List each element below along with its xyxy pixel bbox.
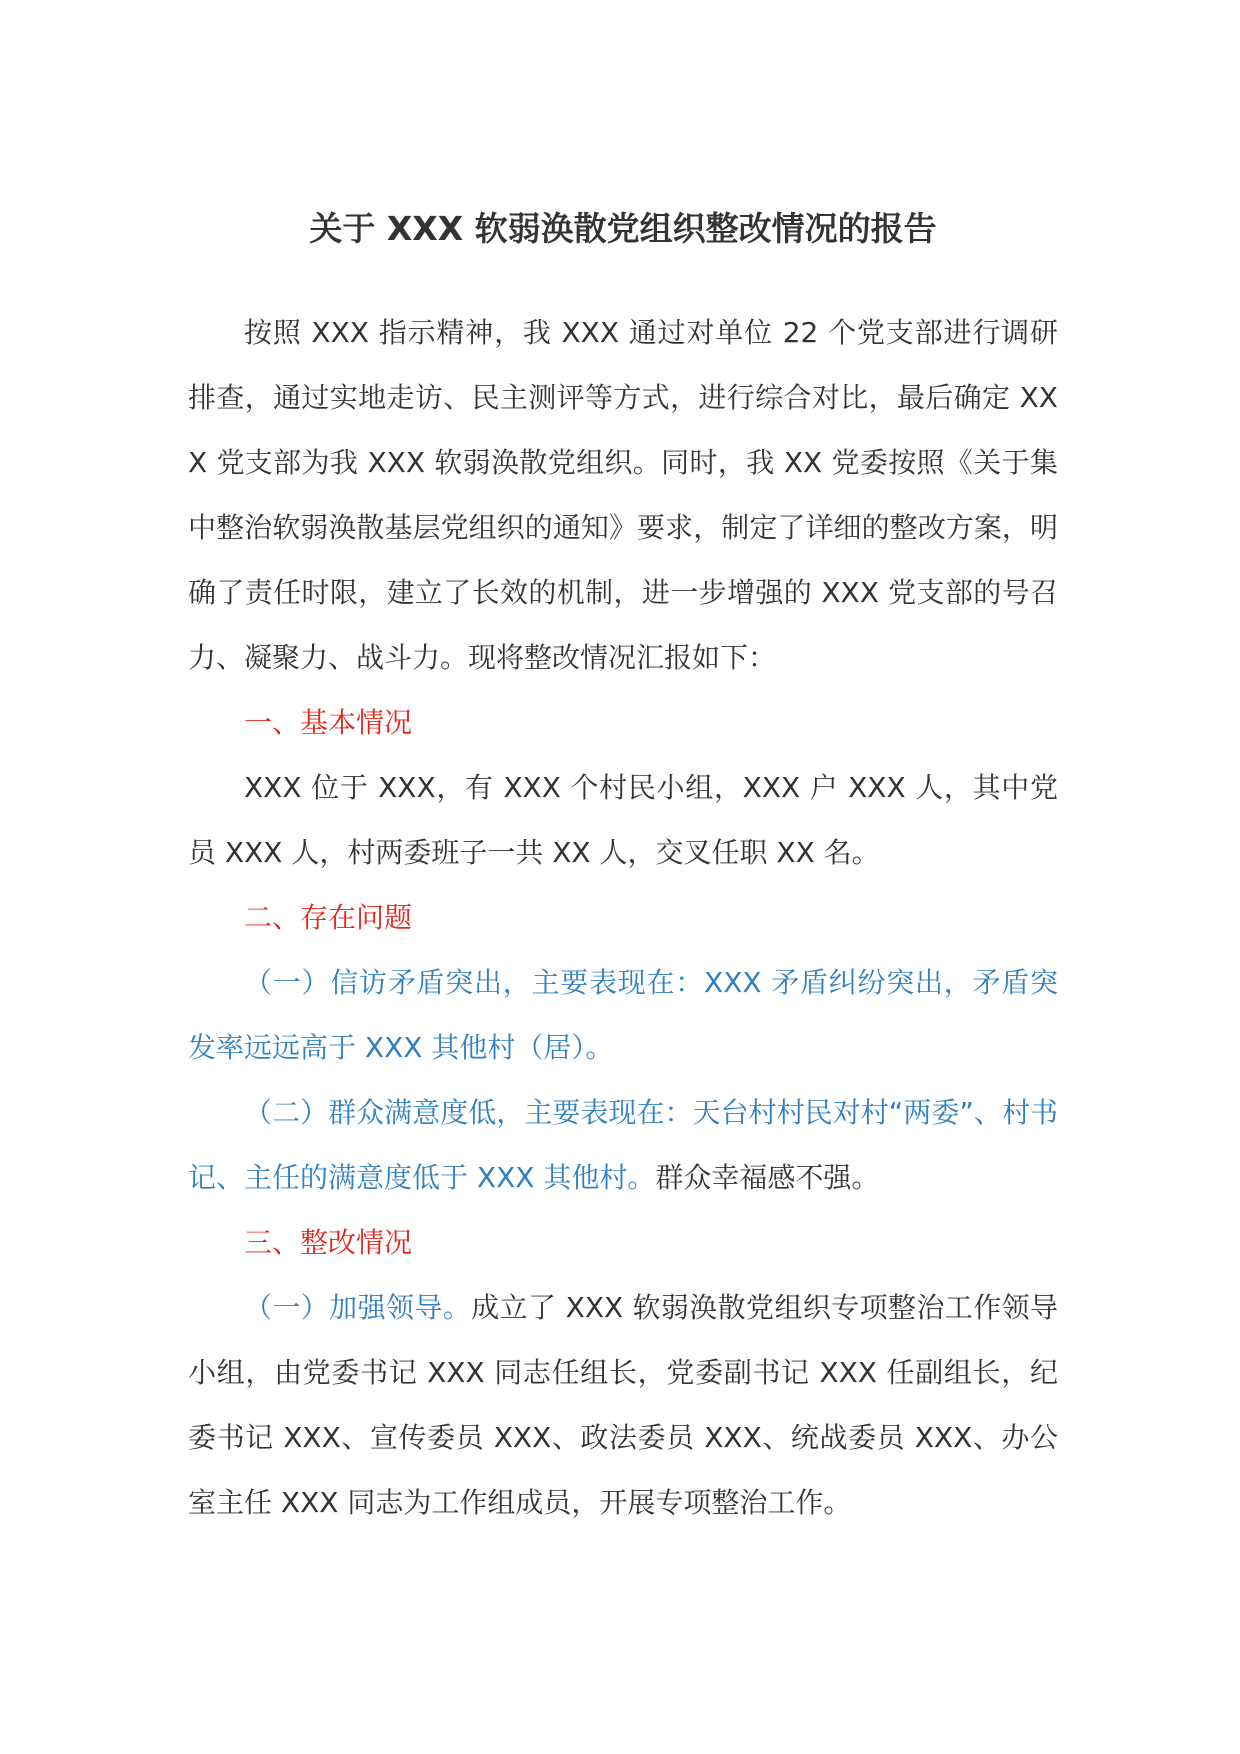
section-heading-basic-situation: 一、基本情况 (244, 706, 413, 739)
basic-situation-paragraph: XXX 位于 XXX，有 XXX 个村民小组，XXX 户 XXX 人，其中党员 XXX 人，村两委班子一共 XX 人，交叉任职 XX 名。 (188, 771, 1058, 869)
section-heading-existing-problems: 二、存在问题 (244, 901, 413, 934)
document-title: 关于 XXX 软弱涣散党组织整改情况的报告 (309, 209, 937, 248)
problem-item-2-tail: 群众幸福感不强。 (655, 1161, 880, 1194)
problem-item-2 (188, 1080, 1058, 1210)
section-heading-rectification: 三、整改情况 (244, 1226, 413, 1259)
rectification-item-1-lead: （一）加强领导。 (244, 1291, 472, 1324)
problem-item-1: （一）信访矛盾突出，主要表现在：XXX 矛盾纠纷突出，矛盾突发率远远高于 XXX 其他村（居）。 (188, 966, 1058, 1064)
problem-item-2-main: （二）群众满意度低，主要表现在：天台村村民对村“两委”、村书记、主任的满意度低于 XXX 其他村。 (188, 1096, 1058, 1194)
rectification-item-1 (188, 1275, 1058, 1535)
rectification-item-1-body: 成立了 XXX 软弱涣散党组织专项整治工作领导小组，由党委书记 XXX 同志任组长，党委副书记 XXX 任副组长，纪委书记 XXX、宣传委员 XXX、政法委员 XXX、统战委员 XXX、办公室主任 XXX 同志为工作组成员，开展专项整治工作。 (188, 1291, 1058, 1519)
intro-paragraph: 按照 XXX 指示精神，我 XXX 通过对单位 22 个党支部进行调研排查，通过实地走访、民主测评等方式，进行综合对比，最后确定 XXX 党支部为我 XXX 软弱涣散党组织。同时，我 XX 党委按照《关于集中整治软弱涣散基层党组织的通知》要求，制定了详细的整改方案，明确了责任时限，建立了长效的机制，进一步增强的 XXX 党支部的号召力、凝聚力、战斗力。现将整改情况汇报如下： (188, 316, 1058, 674)
document-body (188, 300, 1058, 1535)
